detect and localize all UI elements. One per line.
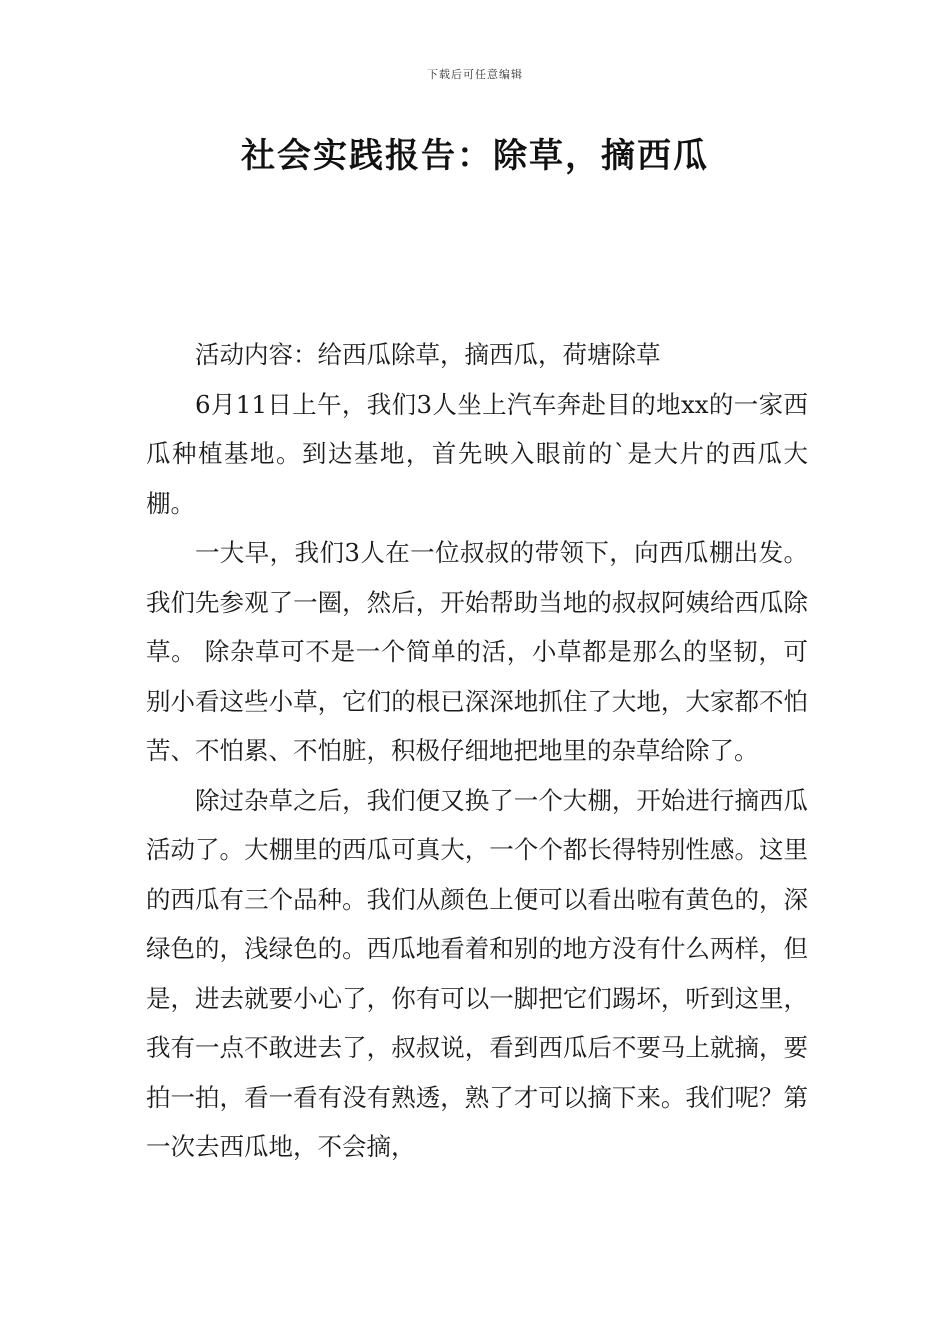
document-body: [146, 330, 808, 1172]
document-title: 社会实践报告：除草，摘西瓜: [241, 136, 709, 176]
paragraph-picking-watermelons: 除过杂草之后，我们便又换了一个大棚，开始进行摘西瓜活动了。大棚里的西瓜可真大，一个个都长得特别性感。这里的西瓜有三个品种。我们从颜色上便可以看出啦有黄色的，深绿色的，浅绿色的。西瓜地看着和别的地方没有什么两样，但是，进去就要小心了，你有可以一脚把它们踢坏，听到这里，我有一点不敢进去了，叔叔说，看到西瓜后不要马上就摘，要拍一拍，看一看有没有熟透，熟了才可以摘下来。我们呢？第一次去西瓜地，不会摘，: [146, 785, 808, 1161]
header-note: 下载后可任意编辑: [427, 68, 523, 81]
paragraph-arrival: 6月11日上午，我们3人坐上汽车奔赴目的地xx的一家西瓜种植基地。到达基地，首先映入眼前的`是大片的西瓜大棚。: [146, 389, 808, 518]
paragraph-weeding: 一大早，我们3人在一位叔叔的带领下，向西瓜棚出发。我们先参观了一圈，然后，开始帮助当地的叔叔阿姨给西瓜除草。 除杂草可不是一个简单的活，小草都是那么的坚韧，可别小看这些小草，它们的根已深深地抓住了大地，大家都不怕苦、不怕累、不怕脏，积极仔细地把地里的杂草给除了。: [146, 538, 808, 765]
paragraph-activity-content: 活动内容：给西瓜除草，摘西瓜，荷塘除草: [195, 340, 661, 369]
